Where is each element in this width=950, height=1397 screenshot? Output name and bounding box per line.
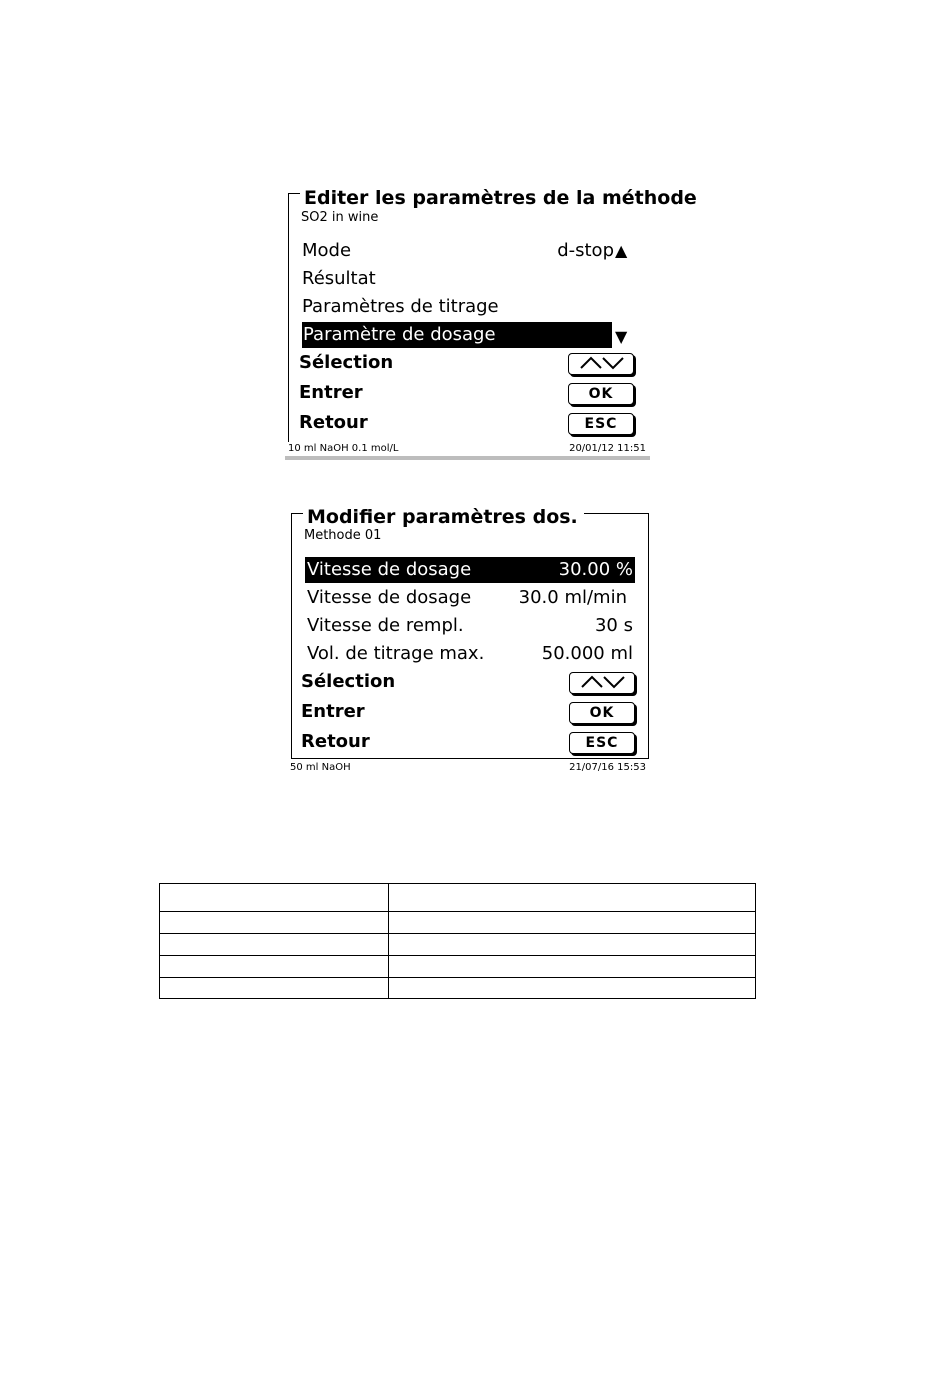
param-label: Vitesse de rempl. xyxy=(307,615,464,636)
scroll-up-icon: ▲ xyxy=(615,241,628,260)
table-cell xyxy=(160,956,389,978)
menu-item-label: Mode xyxy=(302,240,352,261)
table-cell xyxy=(389,884,756,912)
param-label: Vitesse de dosage xyxy=(307,559,472,580)
table-cell xyxy=(389,912,756,934)
table-row xyxy=(160,934,756,956)
menu-item-mode[interactable] xyxy=(302,238,351,264)
parameter-table xyxy=(159,883,756,999)
esc-key[interactable]: ESC xyxy=(568,413,634,435)
param-label: Vol. de titrage max. xyxy=(307,643,485,664)
status-datetime: 20/01/12 11:51 xyxy=(569,443,646,454)
menu-item-result[interactable] xyxy=(302,266,376,292)
table-cell xyxy=(389,934,756,956)
esc-key[interactable]: ESC xyxy=(569,732,635,754)
selection-label: Sélection xyxy=(301,671,396,692)
param-value: 30 s xyxy=(594,615,633,636)
param-value: 30.00 % xyxy=(558,559,633,580)
table-cell xyxy=(160,884,389,912)
screen-subtitle: Methode 01 xyxy=(304,528,382,543)
ok-key[interactable]: OK xyxy=(568,383,634,405)
enter-label: Entrer xyxy=(301,701,365,722)
table-row xyxy=(160,956,756,978)
table-cell xyxy=(389,956,756,978)
table-cell xyxy=(160,934,389,956)
param-label: Vitesse de dosage xyxy=(307,587,472,608)
menu-item-dosing-params[interactable] xyxy=(302,322,612,348)
screen-title: Editer les paramètres de la méthode xyxy=(300,186,701,210)
back-label: Retour xyxy=(301,731,370,752)
menu-item-label: Paramètres de titrage xyxy=(302,296,499,317)
menu-item-label: Paramètre de dosage xyxy=(303,324,496,345)
param-row-dosing-speed-percent[interactable] xyxy=(305,557,635,583)
up-down-key[interactable] xyxy=(568,353,634,375)
table-row xyxy=(160,978,756,999)
mode-value: d-stop xyxy=(557,240,614,261)
ok-key[interactable]: OK xyxy=(569,702,635,724)
enter-label: Entrer xyxy=(299,382,363,403)
selection-label: Sélection xyxy=(299,352,394,373)
menu-item-label: Résultat xyxy=(302,268,376,289)
menu-item-titration-params[interactable] xyxy=(302,294,499,320)
param-row-dosing-speed-mlmin[interactable] xyxy=(305,585,635,611)
scroll-down-icon: ▼ xyxy=(615,327,628,346)
table-row xyxy=(160,912,756,934)
up-down-icon xyxy=(577,673,627,691)
back-label: Retour xyxy=(299,412,368,433)
status-datetime: 21/07/16 15:53 xyxy=(569,762,646,773)
divider xyxy=(285,456,650,460)
param-row-fill-speed[interactable] xyxy=(305,613,635,639)
status-reagent: 10 ml NaOH 0.1 mol/L xyxy=(288,443,399,454)
table-cell xyxy=(160,978,389,999)
table-cell xyxy=(160,912,389,934)
param-value: 30.0 ml/min xyxy=(518,587,627,608)
screen-subtitle: SO2 in wine xyxy=(301,210,379,225)
status-reagent: 50 ml NaOH xyxy=(290,762,351,773)
param-row-max-titration-volume[interactable] xyxy=(305,641,635,667)
table-row xyxy=(160,884,756,912)
up-down-icon xyxy=(576,354,626,372)
param-value: 50.000 ml xyxy=(541,643,633,664)
up-down-key[interactable] xyxy=(569,672,635,694)
screen-title: Modifier paramètres dos. xyxy=(303,505,584,529)
method-edit-screen xyxy=(285,180,697,462)
dosing-params-screen xyxy=(287,505,652,780)
table-cell xyxy=(389,978,756,999)
